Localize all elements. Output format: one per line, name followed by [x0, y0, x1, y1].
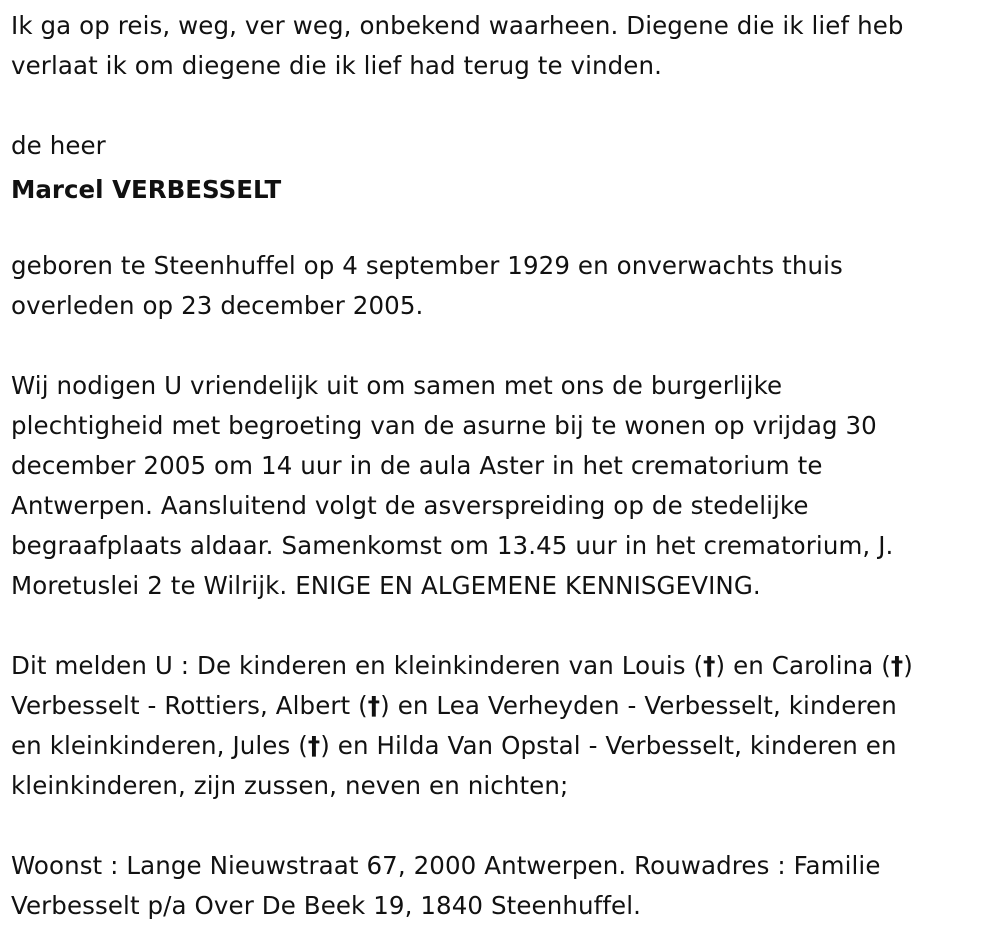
announcement-line-1-c: ) — [903, 651, 913, 680]
intro-quote — [11, 6, 1000, 86]
cross-icon: † — [890, 651, 904, 680]
announcement-line-2-a: Verbesselt - Rottiers, Albert ( — [11, 691, 368, 720]
invitation-line-4: Antwerpen. Aansluitend volgt de asverspreiding op de stedelijke — [11, 491, 809, 520]
invitation-paragraph — [11, 366, 1000, 606]
announcement-line-1-b: ) en Carolina ( — [715, 651, 891, 680]
announcement-line-1 — [11, 646, 1000, 686]
invitation-line-5: begraafplaats aldaar. Samenkomst om 13.45 uur in het crematorium, J. — [11, 531, 894, 560]
deceased-name: Marcel VERBESSELT — [11, 175, 282, 204]
salutation — [11, 126, 1000, 166]
invitation-line-1: Wij nodigen U vriendelijk uit om samen met ons de burgerlijke — [11, 371, 783, 400]
invitation-line-2: plechtigheid met begroeting van de asurne bij te wonen op vrijdag 30 — [11, 411, 877, 440]
cross-icon: † — [703, 651, 716, 680]
announcement-line-3-a: en kleinkinderen, Jules ( — [11, 731, 308, 760]
announcement-paragraph — [11, 646, 1000, 806]
invitation-line-3: december 2005 om 14 uur in de aula Aster in het crematorium te — [11, 451, 823, 480]
intro-line-2: verlaat ik om diegene die ik lief had terug te vinden. — [11, 51, 662, 80]
salutation-text: de heer — [11, 131, 106, 160]
residence-line-2: Verbesselt p/a Over De Beek 19, 1840 Steenhuffel. — [11, 891, 642, 920]
spacer — [11, 214, 1000, 246]
spacer — [11, 86, 1000, 126]
birth-death-line-1: geboren te Steenhuffel op 4 september 1929 en onverwachts thuis — [11, 251, 843, 280]
cross-icon: † — [367, 691, 381, 720]
announcement-line-3-b: ) en Hilda Van Opstal - Verbesselt, kinderen en — [320, 731, 897, 760]
invitation-line-6: Moretuslei 2 te Wilrijk. ENIGE EN ALGEMENE KENNISGEVING. — [11, 571, 761, 600]
spacer — [11, 606, 1000, 646]
residence-paragraph — [11, 846, 1000, 926]
spacer — [11, 326, 1000, 366]
birth-death-paragraph — [11, 246, 1000, 326]
announcement-line-1-a: Dit melden U : De kinderen en kleinkinderen van Louis ( — [11, 651, 704, 680]
birth-death-line-2: overleden op 23 december 2005. — [11, 291, 424, 320]
cross-icon: † — [307, 731, 321, 760]
announcement-line-3 — [11, 726, 1000, 766]
spacer — [11, 806, 1000, 846]
residence-line-1: Woonst : Lange Nieuwstraat 67, 2000 Antwerpen. Rouwadres : Familie — [11, 851, 881, 880]
announcement-line-2-b: ) en Lea Verheyden - Verbesselt, kinderen — [380, 691, 897, 720]
announcement-line-4: kleinkinderen, zijn zussen, neven en nichten; — [11, 771, 569, 800]
announcement-line-2 — [11, 686, 1000, 726]
intro-line-1: Ik ga op reis, weg, ver weg, onbekend waarheen. Diegene die ik lief heb — [11, 11, 904, 40]
